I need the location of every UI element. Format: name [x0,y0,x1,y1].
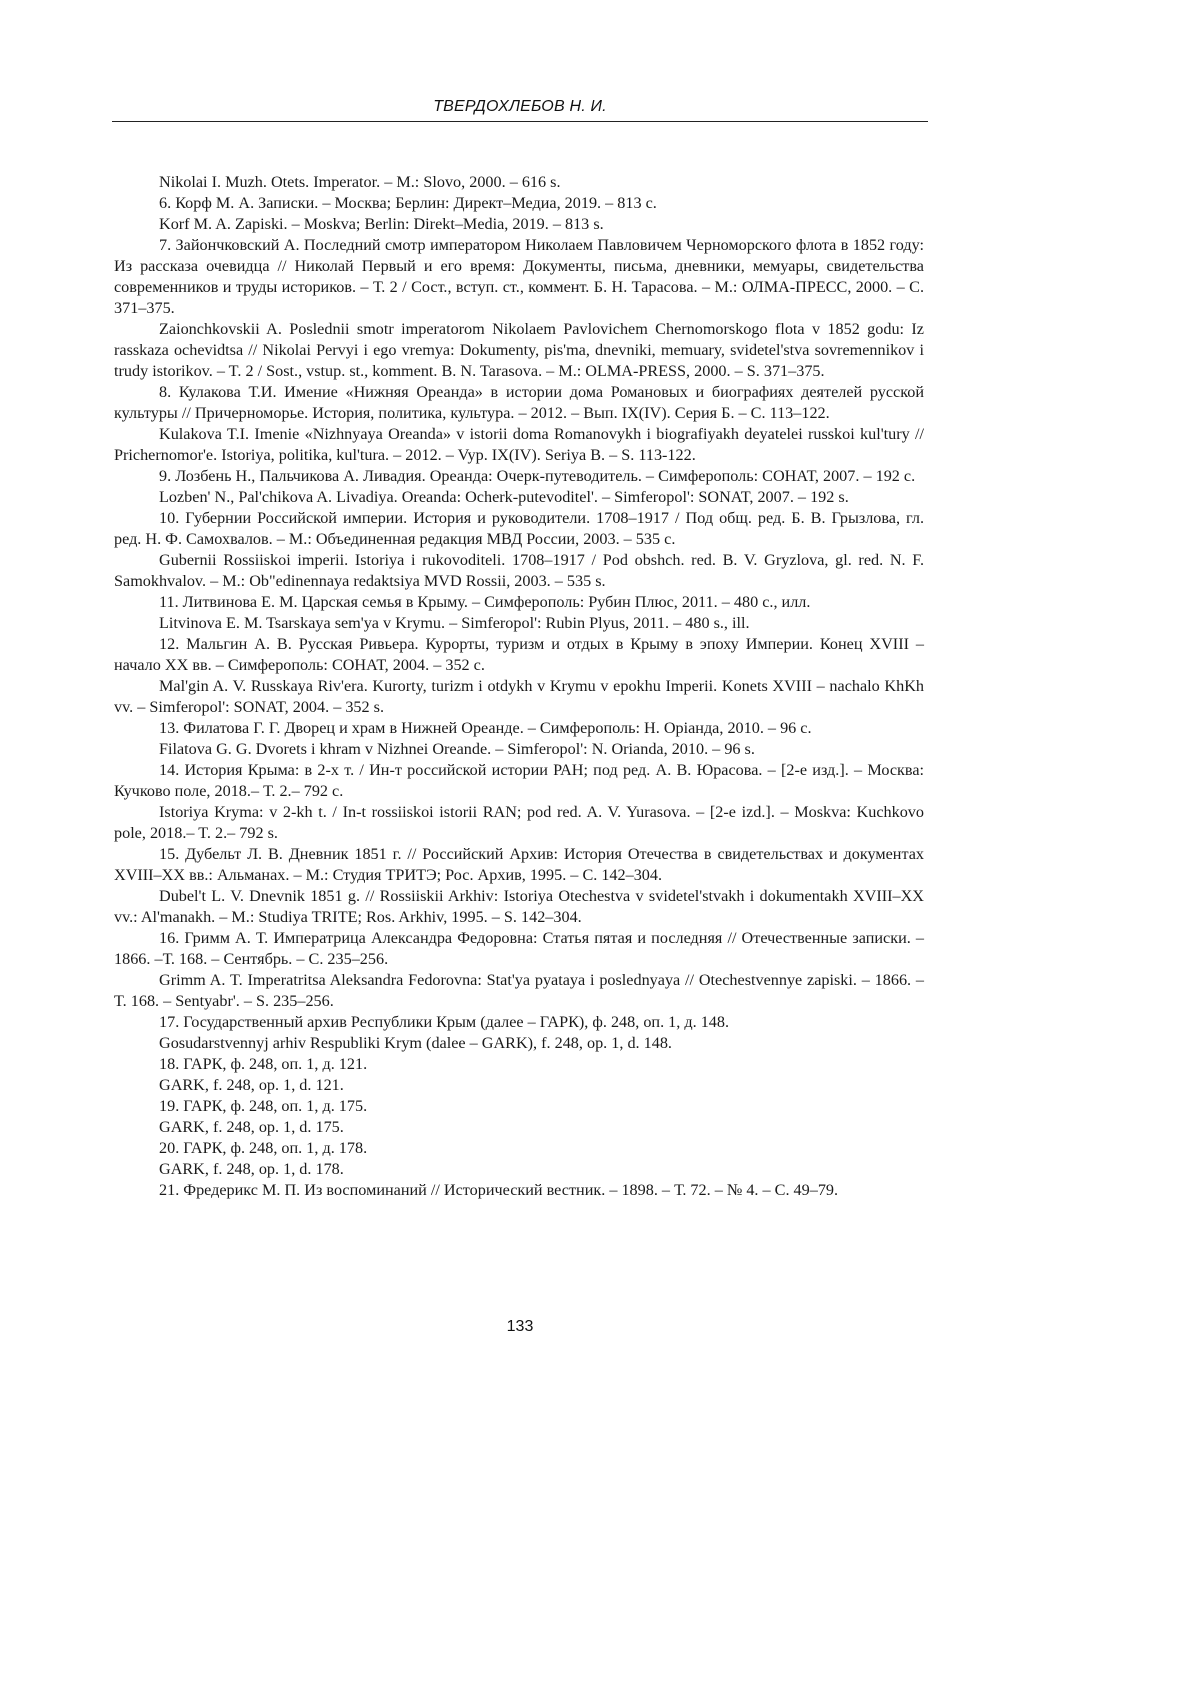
reference-entry: Gosudarstvennyj arhiv Respubliki Krym (dalee – GARK), f. 248, op. 1, d. 148. [114,1033,924,1054]
reference-entry: Lozben' N., Pal'chikova A. Livadiya. Oreanda: Ocherk-putevoditel'. – Simferopol': SONAT, 2007. – 192 s. [114,487,924,508]
reference-entry: Gubernii Rossiiskoi imperii. Istoriya i rukovoditeli. 1708–1917 / Pod obshch. red. B. V. Gryzlova, gl. red. N. F. Samokhvalov. – M.: Ob"edinennaya redaktsiya MVD Rossii, 2003. – 535 s. [114,550,924,592]
reference-entry: Istoriya Kryma: v 2-kh t. / In-t rossiiskoi istorii RAN; pod red. A. V. Yurasova. – [2-e izd.]. – Moskva: Kuchkovo pole, 2018.– T. 2.– 792 s. [114,802,924,844]
reference-entry: GARK, f. 248, op. 1, d. 175. [114,1117,924,1138]
reference-entry: 8. Кулакова Т.И. Имение «Нижняя Ореанда» в истории дома Романовых и биографиях деятелей русской культуры // Причерноморье. История, политика, культура. – 2012. – Вып. IX(IV). Серия Б. – С. 113–122. [114,382,924,424]
reference-entry: GARK, f. 248, op. 1, d. 178. [114,1159,924,1180]
reference-entry: 14. История Крыма: в 2-х т. / Ин-т российской истории РАН; под ред. А. В. Юрасова. – [2-е изд.]. – Москва: Кучково поле, 2018.– Т. 2.– 792 с. [114,760,924,802]
reference-entry: Mal'gin A. V. Russkaya Riv'era. Kurorty, turizm i otdykh v Krymu v epokhu Imperii. Konets XVIII – nachalo KhKh vv. – Simferopol': SONAT, 2004. – 352 s. [114,676,924,718]
reference-entry: 10. Губернии Российской империи. История и руководители. 1708–1917 / Под общ. ред. Б. В. Грызлова, гл. ред. Н. Ф. Самохвалов. – М.: Объединенная редакция МВД России, 2003. – 535 с. [114,508,924,550]
reference-entry: 17. Государственный архив Республики Крым (далее – ГАРК), ф. 248, оп. 1, д. 148. [114,1012,924,1033]
reference-entry: Kulakova T.I. Imenie «Nizhnyaya Oreanda» v istorii doma Romanovykh i biografiyakh deyatelei russkoi kul'tury // Prichernomor'e. Istoriya, politika, kul'tura. – 2012. – Vyp. IX(IV). Seriya B. – S. 113-122. [114,424,924,466]
page-number: 133 [112,1318,928,1336]
reference-entry: Nikolai I. Muzh. Otets. Imperator. – M.: Slovo, 2000. – 616 s. [114,172,924,193]
reference-entry: 11. Литвинова Е. М. Царская семья в Крыму. – Симферополь: Рубин Плюс, 2011. – 480 с., илл. [114,592,924,613]
document-page [0,0,1200,1697]
reference-entry: 18. ГАРК, ф. 248, оп. 1, д. 121. [114,1054,924,1075]
reference-entry: 7. Зайончковский А. Последний смотр императором Николаем Павловичем Черноморского флота в 1852 году: Из рассказа очевидца // Николай Первый и его время: Документы, письма, дневники, мемуары, свидетельства современников и труды историков. – Т. 2 / Сост., вступ. ст., коммент. Б. Н. Тарасова. – М.: ОЛМА-ПРЕСС, 2000. – С. 371–375. [114,235,924,319]
reference-entry: Dubel't L. V. Dnevnik 1851 g. // Rossiiskii Arkhiv: Istoriya Otechestva v svidetel'stvakh i dokumentakh XVIII–XX vv.: Al'manakh. – M.: Studiya TRITE; Ros. Arkhiv, 1995. – S. 142–304. [114,886,924,928]
reference-entry: 20. ГАРК, ф. 248, оп. 1, д. 178. [114,1138,924,1159]
running-header-title: ТВЕРДОХЛЕБОВ Н. И. [112,98,928,116]
reference-entry: Litvinova E. M. Tsarskaya sem'ya v Krymu. – Simferopol': Rubin Plyus, 2011. – 480 s., ill. [114,613,924,634]
reference-entry: Zaionchkovskii A. Poslednii smotr imperatorom Nikolaem Pavlovichem Chernomorskogo flota v 1852 godu: Iz rasskaza ochevidtsa // Nikolai Pervyi i ego vremya: Dokumenty, pis'ma, dnevniki, memuary, svidetel'stva sovremennikov i trudy istorikov. – T. 2 / Sost., vstup. st., komment. B. N. Tarasova. – M.: OLMA-PRESS, 2000. – S. 371–375. [114,319,924,382]
reference-entry: 6. Корф М. А. Записки. – Москва; Берлин: Директ–Медиа, 2019. – 813 с. [114,193,924,214]
reference-list [114,172,924,1201]
reference-entry: 21. Фредерикс М. П. Из воспоминаний // Исторический вестник. – 1898. – Т. 72. – № 4. – С. 49–79. [114,1180,924,1201]
reference-entry: 9. Лозбень Н., Пальчикова А. Ливадия. Ореанда: Очерк-путеводитель. – Симферополь: СОНАТ, 2007. – 192 с. [114,466,924,487]
reference-entry: Grimm A. T. Imperatritsa Aleksandra Fedorovna: Stat'ya pyataya i poslednyaya // Otechestvennye zapiski. – 1866. –T. 168. – Sentyabr'. – S. 235–256. [114,970,924,1012]
reference-entry: 19. ГАРК, ф. 248, оп. 1, д. 175. [114,1096,924,1117]
reference-entry: GARK, f. 248, op. 1, d. 121. [114,1075,924,1096]
header-rule [112,121,928,122]
reference-entry: Korf M. A. Zapiski. – Moskva; Berlin: Direkt–Media, 2019. – 813 s. [114,214,924,235]
reference-entry: 13. Филатова Г. Г. Дворец и храм в Нижней Ореанде. – Симферополь: Н. Оріанда, 2010. – 96 с. [114,718,924,739]
reference-entry: 15. Дубельт Л. В. Дневник 1851 г. // Российский Архив: История Отечества в свидетельствах и документах XVIII–XX вв.: Альманах. – М.: Студия ТРИТЭ; Рос. Архив, 1995. – С. 142–304. [114,844,924,886]
reference-entry: 12. Мальгин А. В. Русская Ривьера. Курорты, туризм и отдых в Крыму в эпоху Империи. Конец XVIII – начало XX вв. – Симферополь: СОНАТ, 2004. – 352 с. [114,634,924,676]
reference-entry: 16. Гримм А. Т. Императрица Александра Федоровна: Статья пятая и последняя // Отечественные записки. – 1866. –Т. 168. – Сентябрь. – С. 235–256. [114,928,924,970]
reference-entry: Filatova G. G. Dvorets i khram v Nizhnei Oreande. – Simferopol': N. Orianda, 2010. – 96 s. [114,739,924,760]
